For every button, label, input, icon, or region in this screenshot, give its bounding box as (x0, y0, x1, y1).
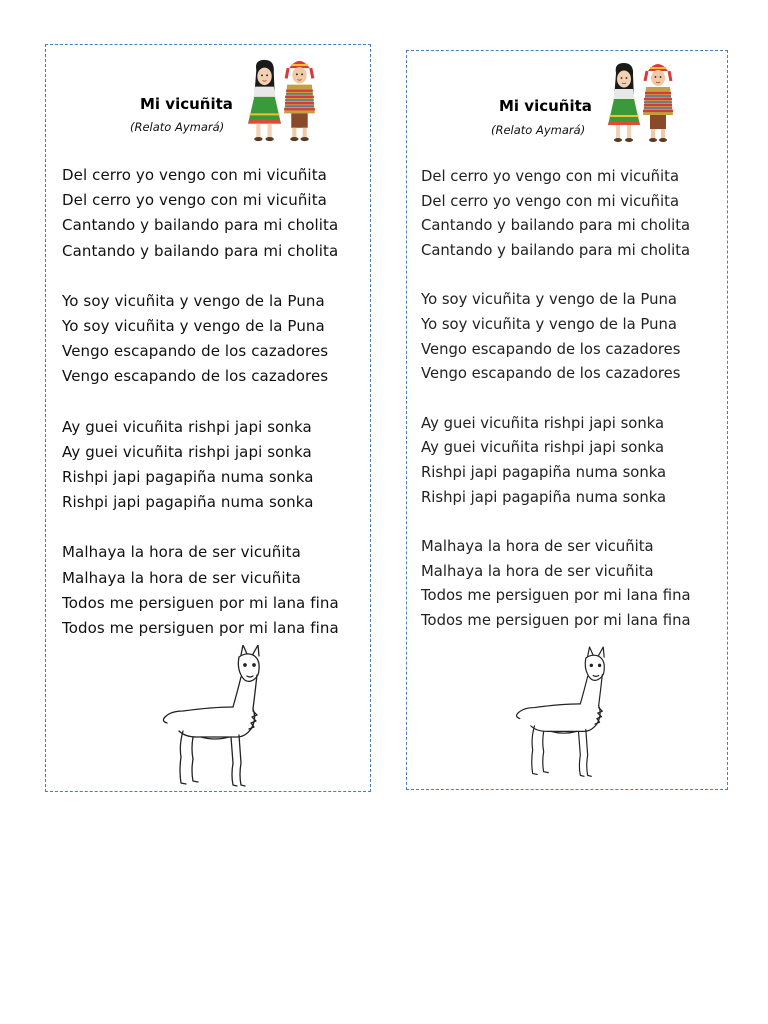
lyric-line: Yo soy vicuñita y vengo de la Puna (421, 315, 677, 333)
card-title: Mi vicuñita (499, 97, 592, 115)
lyric-line: Vengo escapando de los cazadores (421, 365, 681, 383)
lyric-line: Malhaya la hora de ser vicuñita (421, 562, 654, 580)
lyrics-card-right (406, 50, 728, 790)
stanza-2 (62, 289, 339, 390)
lyric-line: Ay guei vicuñita rishpi japi sonka (62, 417, 312, 436)
lyric-line: Cantando y bailando para mi cholita (421, 241, 691, 259)
lyric-line: Vengo escapando de los cazadores (62, 342, 329, 361)
stanza-1 (62, 163, 339, 264)
lyric-line: Ay guei vicuñita rishpi japi sonka (421, 439, 665, 457)
lyric-line: Malhaya la hora de ser vicuñita (421, 538, 654, 556)
vicuna-drawing-icon (507, 641, 617, 786)
lyric-line: Vengo escapando de los cazadores (62, 367, 329, 386)
lyric-line: Ay guei vicuñita rishpi japi sonka (421, 414, 665, 432)
lyric-line: Yo soy vicuñita y vengo de la Puna (421, 291, 677, 309)
andean-children-icon (605, 59, 677, 145)
lyric-line: Yo soy vicuñita y vengo de la Puna (62, 317, 325, 336)
stanza-3 (421, 412, 691, 510)
lyric-line: Ay guei vicuñita rishpi japi sonka (62, 442, 312, 461)
lyric-line: Todos me persiguen por mi lana fina (421, 587, 691, 605)
lyric-line: Malhaya la hora de ser vicuñita (62, 568, 301, 587)
lyric-line: Malhaya la hora de ser vicuñita (62, 543, 301, 562)
lyric-line: Todos me persiguen por mi lana fina (62, 593, 339, 612)
lyric-line: Rishpi japi pagapiña numa sonka (421, 463, 667, 481)
lyrics (421, 165, 691, 634)
lyric-line: Rishpi japi pagapiña numa sonka (421, 488, 667, 506)
andean-children-icon (246, 55, 318, 145)
lyric-line: Todos me persiguen por mi lana fina (62, 619, 339, 638)
lyrics-card-left (45, 44, 371, 792)
card-subtitle: (Relato Aymará) (491, 123, 586, 137)
lyric-line: Cantando y bailando para mi cholita (62, 241, 339, 260)
vicuna-drawing-icon (148, 645, 278, 790)
lyric-line: Cantando y bailando para mi cholita (62, 216, 339, 235)
stanza-4 (62, 540, 339, 641)
stanza-4 (421, 535, 691, 633)
card-title: Mi vicuñita (140, 95, 233, 113)
lyric-line: Cantando y bailando para mi cholita (421, 217, 691, 235)
lyric-line: Vengo escapando de los cazadores (421, 340, 681, 358)
card-subtitle: (Relato Aymará) (130, 120, 225, 134)
lyric-line: Rishpi japi pagapiña numa sonka (62, 468, 314, 487)
lyric-line: Del cerro yo vengo con mi vicuñita (421, 192, 680, 210)
stanza-2 (421, 288, 691, 386)
lyric-line: Del cerro yo vengo con mi vicuñita (62, 166, 327, 184)
lyric-line: Del cerro yo vengo con mi vicuñita (421, 168, 680, 185)
stanza-1 (421, 165, 691, 263)
lyric-line: Yo soy vicuñita y vengo de la Puna (62, 291, 325, 310)
lyric-line: Todos me persiguen por mi lana fina (421, 611, 691, 629)
stanza-3 (62, 415, 339, 516)
lyric-line: Del cerro yo vengo con mi vicuñita (62, 191, 327, 210)
lyrics (62, 163, 339, 641)
lyric-line: Rishpi japi pagapiña numa sonka (62, 493, 314, 512)
